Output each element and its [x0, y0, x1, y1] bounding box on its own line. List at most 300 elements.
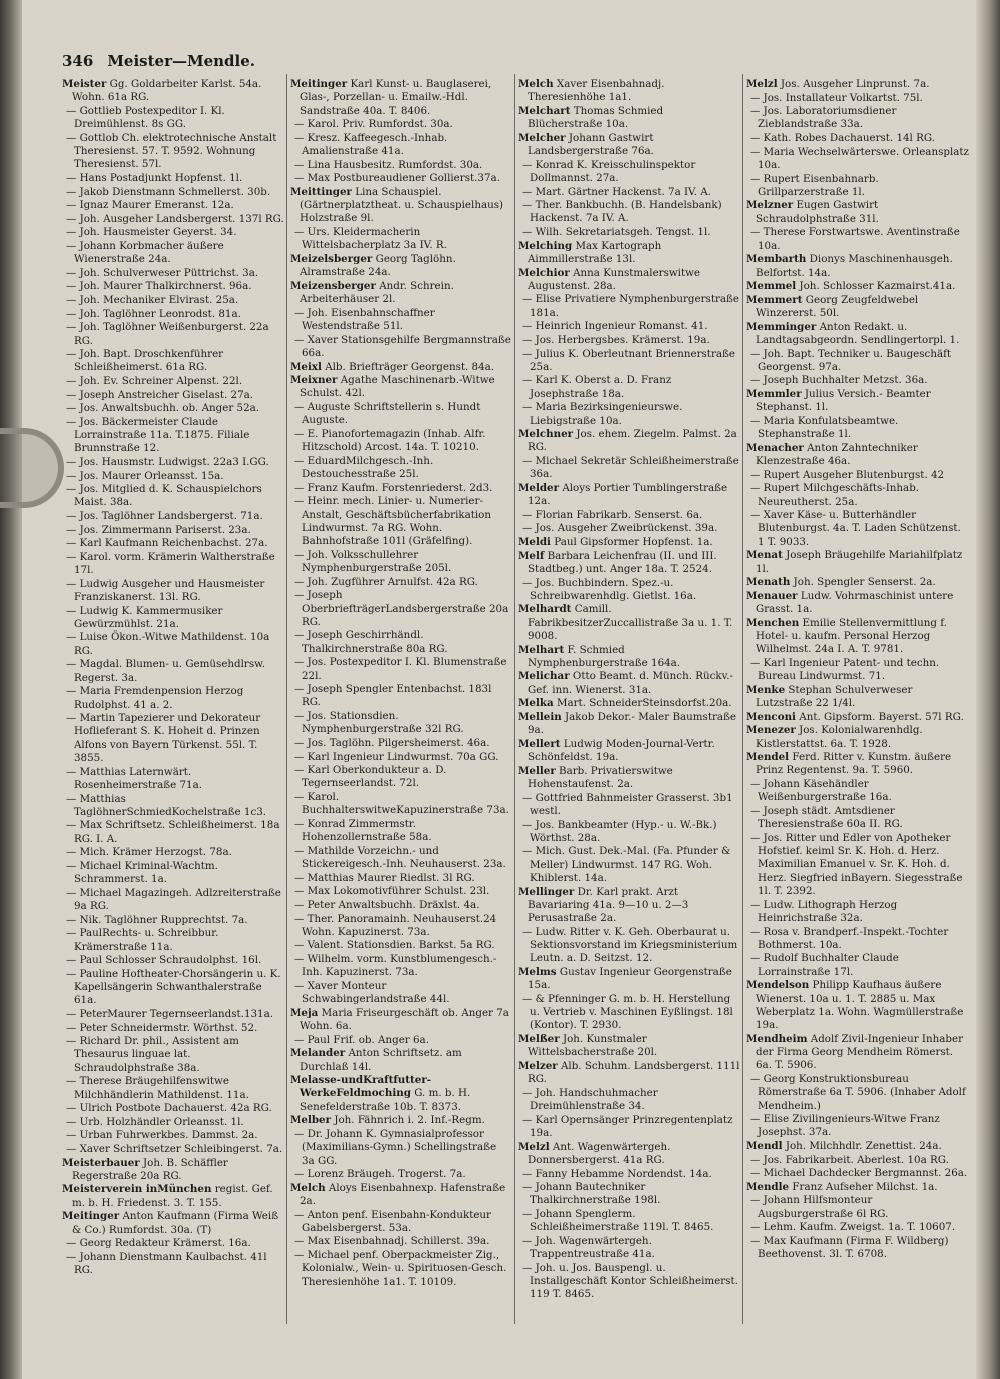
entry-surname: Melber — [290, 1114, 332, 1127]
entry-text: Xaver Eisenbahnadj. Theresienhöhe 1a1. — [528, 78, 665, 104]
directory-entry — [746, 78, 970, 91]
directory-entry — [62, 819, 284, 846]
page-edge — [976, 0, 1000, 1379]
directory-entry — [290, 280, 512, 307]
directory-entry — [746, 1033, 970, 1073]
entry-text: — Max Schriftsetz. Schleißheimerst. 18a RG. I. A. — [66, 819, 280, 845]
entry-surname: Meixner — [290, 374, 338, 387]
directory-entry — [746, 92, 970, 105]
directory-entry — [518, 522, 740, 535]
entry-text: Johann Gastwirt Landsbergerstraße 76a. — [528, 131, 654, 158]
directory-entry — [290, 455, 512, 482]
directory-entry — [62, 605, 284, 632]
entry-surname: Meizensberger — [290, 279, 376, 292]
directory-entry — [290, 1209, 512, 1236]
entry-text: — Luise Ökon.-Witwe Mathildenst. 10a RG. — [66, 631, 270, 657]
entry-text: — Urs. Kleidermacherin Wittelsbacherplatz 3a IV. R. — [294, 226, 447, 252]
entry-surname: Memmler — [746, 387, 802, 400]
directory-entry — [62, 968, 284, 1008]
directory-entry — [290, 1249, 512, 1289]
entry-text: — Joh. Bapt. Techniker u. Baugeschäft Georgenst. 97a. — [750, 347, 952, 373]
directory-entry — [746, 979, 970, 1032]
directory-entry — [290, 764, 512, 791]
directory-entry — [746, 280, 970, 293]
entry-text: — Xaver Stationsgehilfe Bergmannstraße 66a. — [294, 333, 511, 359]
entry-text: — Johann Korbmacher äußere Wienerstraße 24a. — [66, 239, 224, 266]
directory-entry — [290, 186, 512, 226]
directory-entry — [518, 159, 740, 186]
entry-surname: Mellein — [518, 710, 562, 723]
directory-entry — [518, 509, 740, 522]
directory-entry — [62, 240, 284, 267]
directory-entry — [518, 886, 740, 926]
entry-text: — Konrad Zimmermstr. Hohenzollernstraße 58a. — [294, 817, 432, 844]
entry-text: — Jos. Ausgeher Zweibrückenst. 39a. — [522, 522, 718, 535]
entry-text: — Jos. Buchbindern. Spez.-u. Schreibwarenhdlg. Gietlst. 16a. — [522, 576, 697, 602]
entry-text: — Kresz. Kaffeegesch.-Inhab. Amalienstraße 41a. — [294, 131, 448, 158]
directory-entry — [290, 913, 512, 940]
directory-entry — [518, 186, 740, 199]
directory-entry — [746, 805, 970, 832]
directory-entry — [518, 401, 740, 428]
entry-text: Dr. Karl prakt. Arzt Bavariaring 41a. 9—10 u. 2—3 Perusastraße 2a. — [528, 885, 689, 925]
directory-entry — [290, 307, 512, 334]
entry-text: — Xaver Schriftsetzer Schleibingerst. 7a. — [66, 1143, 283, 1155]
column-divider — [514, 74, 515, 1324]
entry-text: — Elise Zivilingenieurs-Witwe Franz Josephst. 37a. — [750, 1113, 940, 1139]
entry-text: — Karl Ingenieur Patent- und techn. Bureau Lindwurmst. 71. — [750, 656, 940, 683]
entry-text: — Jos. Anwaltsbuchh. ob. Anger 52a. — [66, 402, 260, 415]
directory-entry — [746, 132, 970, 145]
entry-text: — Valent. Stationsdien. Barkst. 5a RG. — [294, 939, 495, 952]
directory-entry — [746, 294, 970, 321]
entry-text: — Johann Hilfsmonteur Augsburgerstraße 6l RG. — [750, 1194, 889, 1220]
directory-entry — [62, 524, 284, 537]
entry-text: — Joh. Mechaniker Elvirast. 25a. — [66, 294, 239, 307]
entry-text: — Jos. Installateur Volkartst. 75l. — [750, 91, 923, 104]
entry-text: Franz Aufseher Milchst. 1a. — [792, 1180, 938, 1193]
directory-entry — [518, 603, 740, 643]
entry-text: Philipp Kaufhaus äußere Wienerst. 10a u. 1. T. 2885 u. Max Weberplatz 1a. Wohn. Wagmüllerstraße 19a. — [756, 979, 964, 1032]
page-clip — [0, 428, 64, 508]
entry-text: Julius Versich.- Beamter Stephanst. 1l. — [756, 387, 931, 414]
directory-entry — [62, 887, 284, 914]
directory-entry — [518, 482, 740, 509]
directory-entry — [290, 495, 512, 548]
directory-entry — [518, 293, 740, 320]
directory-entry — [62, 199, 284, 212]
directory-entry — [62, 1129, 284, 1142]
entry-text: — Gottfried Bahnmeister Grasserst. 3b1 westl. — [522, 791, 733, 817]
entry-text: Adolf Zivil-Ingenieur Inhaber der Firma Georg Mendheim Römerst. 6a. T. 5906. — [756, 1032, 964, 1072]
entry-text: — Ulrich Postbote Dachauerst. 42a RG. — [66, 1102, 272, 1115]
entry-text: — Jos. Postexpeditor I. Kl. Blumenstraße 22l. — [294, 656, 507, 682]
entry-text: Thomas Schmied Blücherstraße 10a. — [528, 104, 664, 131]
directory-entry — [62, 1102, 284, 1115]
directory-entry — [518, 926, 740, 966]
entry-surname: Mendel — [746, 751, 790, 764]
directory-entry — [290, 253, 512, 280]
entry-text: — Jos. Zimmermann Pariserst. 23a. — [66, 523, 251, 536]
directory-entry — [746, 899, 970, 926]
entry-text: Gustav Ingenieur Georgenstraße 15a. — [528, 965, 732, 992]
entry-surname: Melasse-undKraftfutter-WerkeFeldmoching — [290, 1074, 432, 1100]
entry-surname: Melch — [518, 78, 554, 90]
directory-entry — [746, 415, 970, 442]
directory-entry — [290, 401, 512, 428]
entry-text: Joh. Schlosser Kazmairst.41a. — [799, 280, 956, 293]
directory-entry — [290, 939, 512, 952]
entry-text: — Wilh. Sekretariatsgeh. Tengst. 1l. — [522, 226, 711, 239]
directory-entry — [62, 172, 284, 185]
entry-text: — Xaver Käse- u. Butterhändler Blutenburgst. 4a. T. Laden Schützenst. 1 T. 9033. — [750, 509, 961, 548]
entry-text: — Gottlob Ch. elektrotechnische Anstalt Theresienst. 57. T. 9592. Wohnung Theresienst. 57l. — [66, 131, 277, 171]
directory-entry — [746, 253, 970, 280]
directory-entry — [746, 1073, 970, 1113]
directory-entry — [290, 980, 512, 1007]
entry-text: — Mich. Krämer Herzogst. 78a. — [66, 846, 232, 859]
directory-entry — [290, 428, 512, 455]
entry-text: — Michael penf. Oberpackmeister Zig., Kolonialw., Wein- u. Spirituosen-Gesch. Theresienhöhe 1a1. T. 10109. — [294, 1249, 507, 1288]
entry-text: — Michael Kriminal-Wachtm. Schrammerst. 1a. — [66, 859, 218, 886]
directory-entry — [518, 536, 740, 549]
directory-entry — [62, 685, 284, 712]
directory-entry — [290, 132, 512, 159]
directory-entry — [290, 589, 512, 629]
directory-entry — [62, 483, 284, 510]
column-1 — [62, 78, 284, 1278]
entry-text: — Jos. Bankbeamter (Hyp.- u. W.-Bk.) Wörthst. 28a. — [522, 818, 717, 844]
directory-entry — [746, 549, 970, 576]
entry-text: — Max Lokomotivführer Schulst. 23l. — [294, 885, 490, 898]
entry-text: Anna Kunstmalerswitwe Augustenst. 28a. — [528, 266, 701, 292]
entry-surname: Meldi — [518, 536, 551, 549]
entry-surname: Memmert — [746, 293, 803, 306]
column-4 — [746, 78, 970, 1262]
directory-entry — [62, 1210, 284, 1237]
entry-text: Stephan Schulverweser Lutzstraße 22 1/4l. — [756, 683, 913, 710]
entry-text: — Matthias TaglöhnerSchmiedKochelstraße 1c3. — [66, 792, 267, 818]
directory-entry — [290, 576, 512, 589]
entry-text: — Nik. Taglöhner Rupprechtst. 7a. — [66, 913, 248, 926]
entry-text: — EduardMilchgesch.-Inh. Destouchesstraße 25l. — [294, 454, 434, 481]
entry-text: Karl Kunst- u. Bauglaserei, Glas-, Porzellan- u. Emailw.-Hdl. Sandstraße 40a. T. 8406. — [300, 78, 492, 117]
entry-surname: Meizelsberger — [290, 252, 373, 265]
entry-text: — Maria Wechselwärterswe. Orleansplatz 10a. — [750, 145, 969, 171]
directory-entry — [62, 793, 284, 820]
entry-surname: Menauer — [746, 589, 798, 602]
directory-entry — [518, 334, 740, 347]
entry-text: Emilie Stellenvermittlung f. Hotel- u. kaufm. Personal Herzog Wilhelmst. 24a I. A. T. 9781. — [756, 616, 947, 656]
entry-surname: Melf — [518, 549, 545, 562]
entry-text: Anton Zahntechniker Klenzestraße 46a. — [756, 441, 918, 468]
directory-entry — [62, 551, 284, 578]
entry-text: — Jos. Taglöhner Landsbergerst. 71a. — [66, 510, 263, 523]
entry-text: — Joh. Ev. Schreiner Alpenst. 22l. — [66, 374, 243, 387]
entry-text: — Anton penf. Eisenbahn-Kondukteur Gabelsbergerst. 53a. — [294, 1208, 491, 1234]
entry-text: — Peter Anwaltsbuchh. Dräxlst. 4a. — [294, 898, 480, 911]
entry-text: Alb. Schuhm. Landsbergerst. 111l RG. — [528, 1059, 740, 1086]
entry-surname: Menconi — [746, 710, 796, 723]
entry-surname: Menchen — [746, 616, 800, 629]
entry-text: — Urb. Holzhändler Orleansst. 1l. — [66, 1115, 244, 1128]
directory-entry — [518, 966, 740, 993]
directory-entry — [746, 1194, 970, 1221]
entry-surname: Melchior — [518, 266, 570, 279]
entry-text: — Joseph Geschirrhändl. Thalkirchnerstraße 80a RG. — [294, 629, 448, 655]
entry-text: — Joh. u. Jos. Bauspengl. u. Installgeschäft Kontor Schleißheimerst. 119 T. 8465. — [522, 1261, 738, 1301]
directory-entry — [62, 186, 284, 199]
entry-text: — Fanny Hebamme Nordendst. 14a. — [522, 1167, 712, 1180]
directory-entry — [62, 846, 284, 859]
entry-text: Jakob Dekor.- Maler Baumstraße 9a. — [528, 710, 737, 737]
directory-entry — [518, 1087, 740, 1114]
entry-text: Max Kartograph Aimmillerstraße 13l. — [528, 239, 662, 265]
running-title: Meister—Mendle. — [107, 52, 255, 70]
entry-surname: Melzl — [518, 1140, 550, 1153]
entry-surname: Melch — [290, 1181, 326, 1194]
directory-entry — [518, 1033, 740, 1060]
entry-surname: Mellert — [518, 737, 561, 750]
directory-entry — [746, 576, 970, 589]
page-header — [62, 52, 255, 70]
entry-text: — Paul Schlosser Schraudolphst. 16l. — [66, 954, 262, 967]
directory-entry — [290, 334, 512, 361]
directory-entry — [518, 550, 740, 577]
entry-text: — Richard Dr. phil., Assistent am Thesaurus linguae lat. Schraudolphstraße 38a. — [66, 1035, 239, 1074]
entry-text: — Joh. Zugführer Arnulfst. 42a RG. — [294, 575, 478, 588]
entry-text: Otto Beamt. d. Münch. Rückv.-Gef. inn. Wienerst. 31a. — [528, 670, 733, 696]
directory-entry — [62, 389, 284, 402]
entry-text: — & Pfenninger G. m. b. H. Herstellung u. Vertrieb v. Maschinen Eyßlingst. 18l (Kontor). T. 2930. — [522, 992, 733, 1032]
directory-entry — [518, 993, 740, 1033]
entry-text: — Jos. Mitglied d. K. Schauspielchors Maist. 38a. — [66, 483, 262, 509]
directory-entry — [290, 226, 512, 253]
directory-entry — [518, 199, 740, 226]
entry-text: — Jos. Fabrikarbeit. Aberlest. 10a RG. — [750, 1153, 949, 1166]
entry-text: — Jos. Laboratoriumsdiener Zieblandstraße 33a. — [750, 105, 897, 131]
entry-text: — Ther. Bankbuchh. (B. Handelsbank) Hackenst. 7a IV. A. — [522, 199, 722, 225]
directory-entry — [746, 482, 970, 509]
page-number: 346 — [62, 52, 94, 70]
entry-text: — E. Pianofortemagazin (Inhab. Alfr. Hitzschold) Arcost. 14a. T. 10210. — [294, 427, 486, 454]
entry-surname: Melchart — [518, 104, 571, 117]
directory-entry — [518, 765, 740, 792]
entry-text: — Lehm. Kaufm. Zweigst. 1a. T. 10607. — [750, 1221, 956, 1234]
directory-entry — [290, 845, 512, 872]
entry-text: Gg. Goldarbeiter Karlst. 54a. Wohn. 61a RG. — [72, 78, 262, 104]
directory-entry — [62, 712, 284, 765]
entry-text: Ferd. Ritter v. Kunstm. äußere Prinz Regentenst. 9a. T. 5960. — [756, 751, 952, 777]
directory-entry — [62, 1157, 284, 1184]
directory-entry — [746, 926, 970, 953]
directory-entry — [518, 1168, 740, 1181]
entry-text: — Konrad K. Kreisschulinspektor Dollmannst. 27a. — [522, 158, 696, 184]
directory-entry — [518, 1208, 740, 1235]
entry-surname: Melhardt — [518, 603, 572, 616]
entry-text: Anton Redakt. u. Landtagsabgeordn. Sendlingertorpl. 1. — [756, 320, 960, 346]
directory-entry — [746, 684, 970, 711]
directory-entry — [62, 213, 284, 226]
entry-surname: Mendheim — [746, 1032, 808, 1045]
directory-entry — [746, 1221, 970, 1234]
entry-text: — Jos. Herbergsbes. Krämerst. 19a. — [522, 333, 710, 346]
directory-entry — [62, 267, 284, 280]
entry-text: — Wilhelm. vorm. Kunstblumengesch.-Inh. Kapuzinerst. 73a. — [294, 952, 497, 979]
directory-entry — [518, 240, 740, 267]
directory-entry — [290, 710, 512, 737]
entry-text: G. m. b. H. Senefelderstraße 10b. T. 8373. — [300, 1087, 471, 1113]
entry-text: Alb. Briefträger Georgenst. 84a. — [325, 360, 495, 373]
entry-text: — Dr. Johann K. Gymnasialprofessor (Maximilians-Gymn.) Schellingstraße 3a GG. — [294, 1127, 497, 1167]
directory-entry — [746, 1167, 970, 1180]
entry-surname: Melhart — [518, 643, 565, 656]
entry-text: Barbara Leichenfrau (II. und III. Stadtbeg.) unt. Anger 18a. T. 2524. — [528, 549, 717, 575]
directory-entry — [62, 766, 284, 793]
entry-text: — Xaver Monteur Schwabingerlandstraße 44l. — [294, 979, 450, 1006]
entry-text: Jos. Ausgeher Linprunst. 7a. — [780, 78, 930, 90]
directory-entry — [518, 105, 740, 132]
entry-text: — Joseph städt. Amtsdiener Theresienstraße 60a II. RG. — [750, 804, 903, 831]
entry-text: Joh. Spengler Senserst. 2a. — [793, 576, 936, 589]
directory-entry — [746, 226, 970, 253]
directory-entry — [62, 927, 284, 954]
directory-entry — [746, 711, 970, 724]
entry-text: — Joh. Eisenbahnschaffner Westendstraße 51l. — [294, 306, 435, 333]
entry-surname: Melzl — [746, 78, 778, 90]
directory-entry — [290, 172, 512, 185]
entry-text: — Gottlieb Postexpeditor I. Kl. Dreimühlenst. 8s GG. — [66, 104, 225, 131]
directory-entry — [518, 670, 740, 697]
entry-text: Paul Gipsformer Hopfenst. 1a. — [554, 536, 713, 549]
entry-text: — Pauline Hoftheater-Chorsängerin u. K. Kapellsängerin Schwanthalerstraße 61a. — [66, 967, 281, 1007]
directory-entry — [290, 737, 512, 750]
entry-surname: Meitinger — [290, 78, 348, 90]
entry-surname: Menezer — [746, 724, 796, 737]
directory-entry — [62, 105, 284, 132]
entry-text: — Maria Konfulatsbeamtwe. Stephanstraße 1l. — [750, 414, 899, 441]
directory-entry — [62, 456, 284, 469]
entry-text: — Ludw. Ritter v. K. Geh. Oberbaurat u. Sektionsvorstand im Kriegsministerium Leutn. a. D. Seitzst. 12. — [522, 925, 738, 965]
entry-text: — Therese Bräugehilfenswitwe Milchhändlerin Mathildenst. 11a. — [66, 1075, 249, 1101]
directory-entry — [62, 321, 284, 348]
entry-surname: Menacher — [746, 441, 804, 454]
entry-surname: Menat — [746, 549, 783, 562]
entry-text: Eugen Gastwirt Schraudolphstraße 31l. — [756, 199, 879, 225]
directory-entry — [290, 159, 512, 172]
directory-entry — [62, 348, 284, 375]
directory-entry — [62, 78, 284, 105]
entry-text: — Michael Dachdecker Bergmannst. 26a. — [750, 1167, 968, 1180]
directory-entry — [62, 1143, 284, 1156]
directory-entry — [746, 778, 970, 805]
entry-text: — Lina Hausbesitz. Rumfordst. 30a. — [294, 158, 483, 171]
directory-entry — [290, 78, 512, 118]
directory-entry — [518, 455, 740, 482]
directory-entry — [62, 1075, 284, 1102]
directory-entry — [518, 348, 740, 375]
entry-text: — Rudolf Buchhalter Claude Lorrainstraße 17l. — [750, 952, 899, 978]
entry-text: — Urban Fuhrwerkbes. Dammst. 2a. — [66, 1129, 258, 1142]
directory-entry — [62, 914, 284, 927]
entry-text: Joh. Milchhdlr. Zenettist. 24a. — [785, 1140, 942, 1153]
entry-text: Andr. Schrein. Arbeiterhäuser 2l. — [300, 279, 454, 306]
entry-text: — Johann Dienstmann Kaulbachst. 41l RG. — [66, 1250, 267, 1277]
directory-entry — [62, 375, 284, 388]
entry-text: — Karol. vorm. Krämerin Waltherstraße 17l. — [66, 550, 275, 577]
directory-entry — [62, 1251, 284, 1278]
entry-text: — Michael Sekretär Schleißheimerstraße 36a. — [522, 455, 739, 481]
entry-text: Joseph Bräugehilfe Mariahilfplatz 1l. — [756, 549, 963, 575]
directory-entry — [518, 1262, 740, 1302]
entry-surname: Melder — [518, 481, 560, 494]
entry-text: — Jos. Ritter und Edler von Apotheker Hofstief. keiml Sr. K. Hoh. d. Herz. Maximilian Emanuel v. Sr. K. Hoh. d. Herz. Siegfried inBayern. Siegesstraße 1l. T. 2392. — [750, 831, 963, 898]
entry-text: — Michael Magazingeh. Adlzreiterstraße 9a RG. — [66, 886, 281, 913]
directory-entry — [518, 819, 740, 846]
entry-text: Dionys Maschinenhausgeh. Belfortst. 14a. — [756, 253, 953, 279]
directory-entry — [62, 294, 284, 307]
entry-text: — PaulRechts- u. Schreibbur. Krämerstraße 11a. — [66, 927, 219, 953]
entry-text: regist. Gef. m. b. H. Friedenst. 3. T. 155. — [72, 1183, 273, 1209]
entry-text: — Karl K. Oberst a. D. Franz Josephstraße 18a. — [522, 374, 672, 400]
entry-surname: Menke — [746, 683, 786, 696]
directory-entry — [62, 1237, 284, 1250]
directory-entry — [62, 537, 284, 550]
directory-entry — [62, 658, 284, 685]
entry-text: — Jos. Taglöhn. Pilgersheimerst. 46a. — [294, 736, 490, 749]
entry-text: — Matthias Maurer Riedlst. 3l RG. — [294, 871, 475, 884]
directory-entry — [518, 320, 740, 333]
directory-entry — [746, 509, 970, 549]
directory-entry — [518, 1060, 740, 1087]
entry-surname: Melching — [518, 239, 573, 252]
entry-text: — Heinr. mech. Linier- u. Numerier-Anstalt, Geschäftsbücherfabrikation Lindwurmst. 7a RG. Wohn. Bahnhofstraße 101l (Gräfelfing). — [294, 495, 492, 548]
entry-text: Maria Friseurgeschäft ob. Anger 7a Wohn. 6a. — [300, 1006, 509, 1033]
entry-text: — Rosa v. Brandperf.-Inspekt.-Tochter Bothmerst. 10a. — [750, 925, 949, 951]
directory-entry — [746, 348, 970, 375]
directory-entry — [62, 1022, 284, 1035]
entry-text: — Matthias Laternwärt. Rosenheimerstraße 71a. — [66, 765, 203, 791]
directory-entry — [518, 577, 740, 604]
directory-entry — [746, 617, 970, 657]
directory-entry — [518, 644, 740, 671]
directory-entry — [746, 105, 970, 132]
entry-surname: Menath — [746, 576, 791, 589]
entry-text: Georg Taglöhn. Alramstraße 24a. — [300, 252, 456, 279]
directory-entry — [518, 792, 740, 819]
directory-entry — [290, 656, 512, 683]
entry-text: — PeterMaurer Tegernseerlandst.131a. — [66, 1007, 274, 1020]
directory-entry — [746, 1181, 970, 1194]
entry-text: — Joh. Wagenwärtergeh. Trappentreustraße 41a. — [522, 1234, 655, 1261]
directory-entry — [746, 1113, 970, 1140]
directory-entry — [62, 1116, 284, 1129]
entry-text: — Jakob Dienstmann Schmellerst. 30b. — [66, 185, 271, 198]
directory-entry — [518, 1181, 740, 1208]
entry-text: — Ludwig K. Kammermusiker Gewürzmühlst. 21a. — [66, 604, 223, 630]
directory-entry — [518, 1114, 740, 1141]
entry-text: — Mart. Gärtner Hackenst. 7a IV. A. — [522, 185, 711, 198]
directory-entry — [62, 954, 284, 967]
entry-surname: Melichar — [518, 670, 570, 683]
entry-text: — Magdal. Blumen- u. Gemüsehdlrsw. Regerst. 3a. — [66, 658, 266, 684]
entry-text: — Martin Tapezierer und Dekorateur Hoflieferant S. K. Hoheit d. Prinzen Alfons von Bayern Türkenst. 55l. T. 3855. — [66, 712, 261, 765]
directory-entry — [518, 711, 740, 738]
entry-text: — Rupert Eisenbahnarb. Grillparzerstraße 1l. — [750, 172, 879, 198]
entry-text: Jos. Kolonialwarenhdlg. Kistlerstattst. 6a. T. 1928. — [756, 724, 923, 750]
entry-text: — Paul Frif. ob. Anger 6a. — [294, 1033, 429, 1046]
entry-text: Agathe Maschinenarb.-Witwe Schulst. 42l. — [300, 374, 495, 400]
